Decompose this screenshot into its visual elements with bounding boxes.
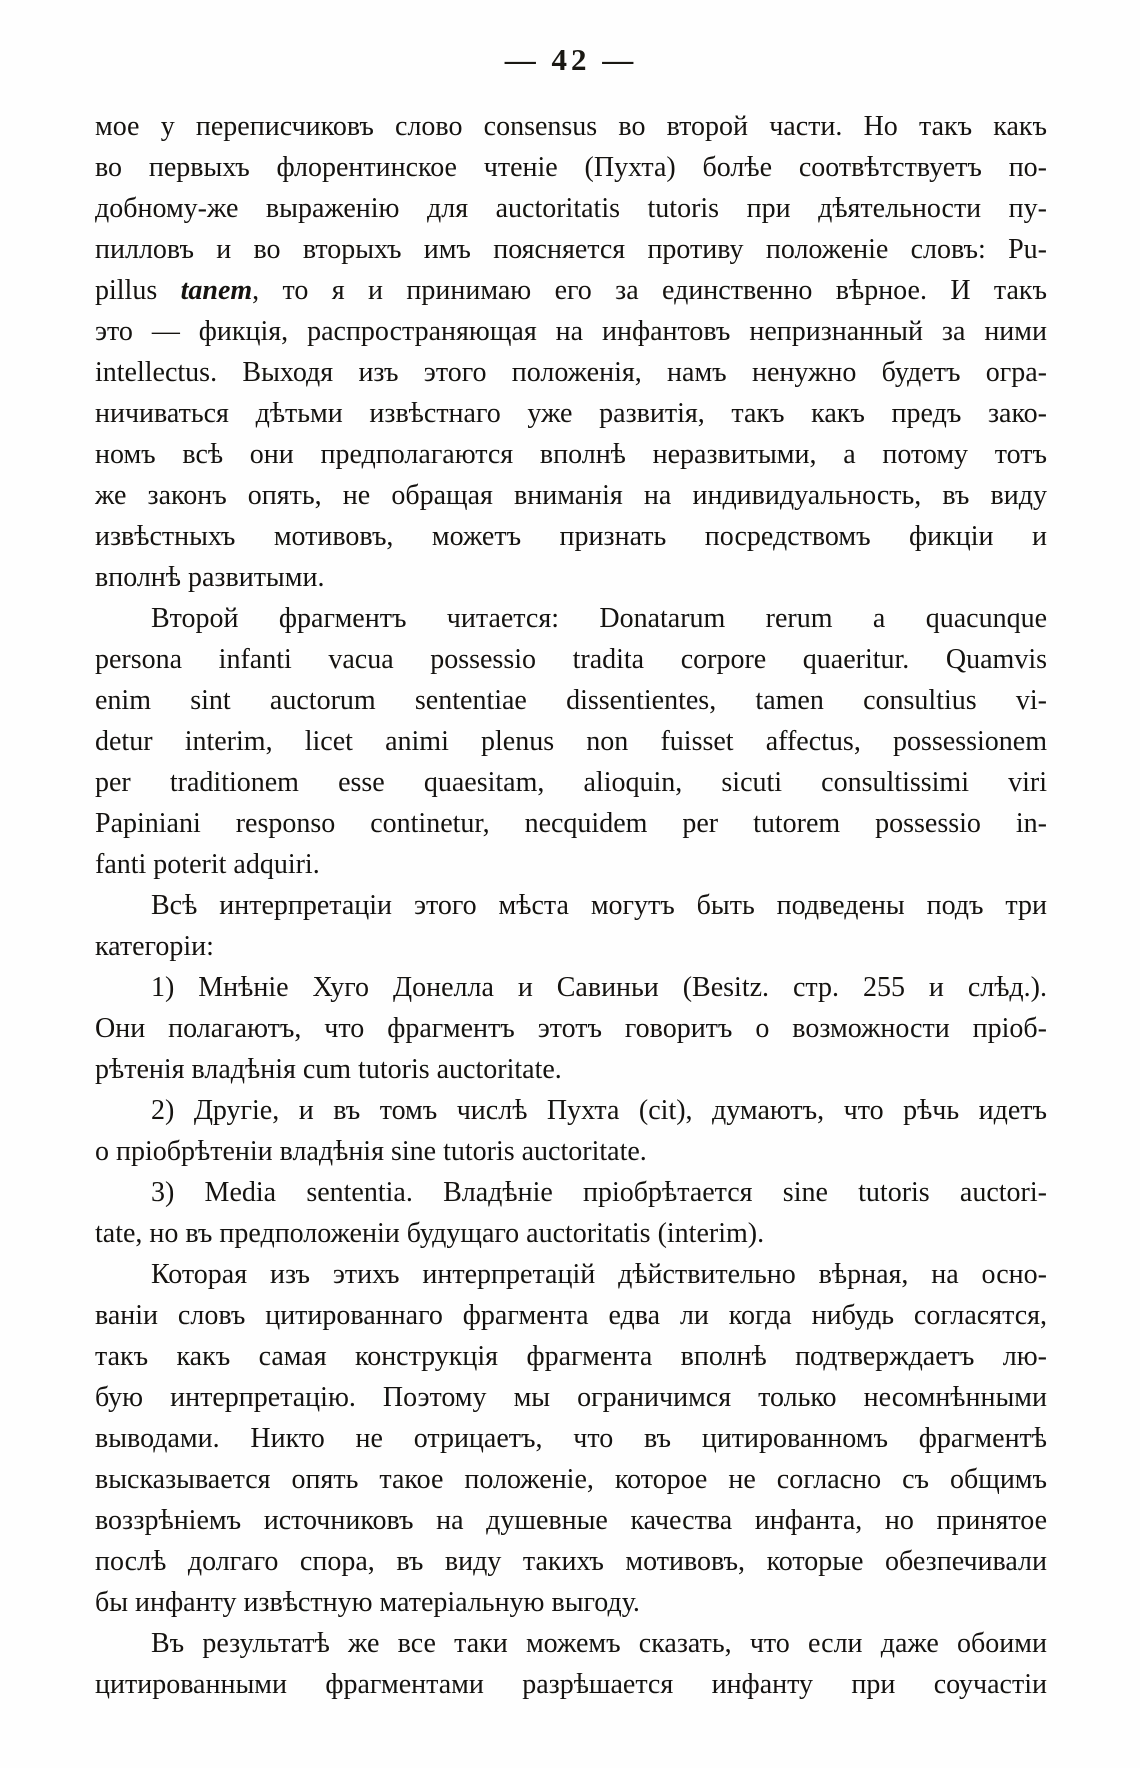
text-line: такъ какъ самая конструкція фрагмента вполнѣ подтверждаетъ лю- <box>95 1341 1047 1372</box>
text-line: мое у переписчиковъ слово consensus во второй части. Но такъ какъ <box>95 111 1047 142</box>
text-segment: pillus <box>95 275 181 306</box>
text-line: tate, но въ предположеніи будущаго auctoritatis (interim). <box>95 1218 765 1249</box>
text-line: per traditionem esse quaesitam, alioquin, sicuti consultissimi viri <box>95 767 1047 798</box>
text-line: воззрѣніемъ источниковъ на душевные качества инфанта, но принятое <box>95 1505 1047 1536</box>
text-line: fanti poterit adquiri. <box>95 849 320 880</box>
text-line: enim sint auctorum sententiae dissentientes, tamen consultius vi- <box>95 685 1047 716</box>
text-line: detur interim, licet animi plenus non fuisset affectus, possessionem <box>95 726 1047 757</box>
text-line: же законъ опять, не обращая вниманія на индивидуальность, въ виду <box>95 480 1047 511</box>
text-line: извѣстныхъ мотивовъ, можетъ признать посредствомъ фикціи и <box>95 521 1047 552</box>
text-line: 3) Media sententia. Владѣніе пріобрѣтается sine tutoris auctori- <box>151 1177 1047 1208</box>
text-line <box>95 270 1047 311</box>
text-line: номъ всѣ они предполагаются вполнѣ неразвитыми, а потому тотъ <box>95 439 1047 470</box>
text-line: persona infanti vacua possessio tradita corpore quaeritur. Quamvis <box>95 644 1047 675</box>
text-line: Въ результатѣ же все таки можемъ сказать, что если даже обоими <box>151 1628 1047 1659</box>
text-line: 2) Другіе, и въ томъ числѣ Пухта (cit), думаютъ, что рѣчь идетъ <box>151 1095 1047 1126</box>
text-line: бую интерпретацію. Поэтому мы ограничимся только несомнѣнными <box>95 1382 1047 1413</box>
text-line: высказывается опять такое положеніе, которое не согласно съ общимъ <box>95 1464 1047 1495</box>
text-line: ничиваться дѣтьми извѣстнаго уже развитія, такъ какъ предъ зако- <box>95 398 1047 429</box>
text-line: выводами. Никто не отрицаетъ, что въ цитированномъ фрагментѣ <box>95 1423 1047 1454</box>
text-line: бы инфанту извѣстную матеріальную выгоду. <box>95 1587 640 1618</box>
text-line: Они полагаютъ, что фрагментъ этотъ говоритъ о возможности пріоб- <box>95 1013 1047 1044</box>
text-line: 1) Мнѣніе Хуго Донелла и Савиньи (Besitz. стр. 255 и слѣд.). <box>151 972 1047 1003</box>
text-line: Всѣ интерпретаціи этого мѣста могутъ быть подведены подъ три <box>151 890 1047 921</box>
text-line: Которая изъ этихъ интерпретацій дѣйствительно вѣрная, на осно- <box>151 1259 1047 1290</box>
text-line: цитированными фрагментами разрѣшается инфанту при соучастіи <box>95 1669 1047 1700</box>
text-line: это — фикція, распространяющая на инфантовъ непризнанный за ними <box>95 316 1047 347</box>
text-line: intellectus. Выходя изъ этого положенія, намъ ненужно будетъ огра- <box>95 357 1047 388</box>
text-line: послѣ долгаго спора, въ виду такихъ мотивовъ, которые обезпечивали <box>95 1546 1047 1577</box>
page-number: — 42 — <box>504 42 638 77</box>
text-line: рѣтенія владѣнія cum tutoris auctoritate. <box>95 1054 562 1085</box>
text-line: ваніи словъ цитированнаго фрагмента едва ли когда нибудь согласятся, <box>95 1300 1047 1331</box>
text-line: добному-же выраженію для auctoritatis tutoris при дѣятельности пу- <box>95 193 1047 224</box>
text-segment: , то я и принимаю его за единственно вѣрное. И такъ <box>252 275 1048 306</box>
text-line: во первыхъ флорентинское чтеніе (Пухта) болѣе соотвѣтствуетъ по- <box>95 152 1047 183</box>
text-line: Второй фрагментъ читается: Donatarum rerum a quacunque <box>151 603 1047 634</box>
text-column <box>95 106 1047 1705</box>
text-line: пилловъ и во вторыхъ имъ поясняется противу положеніе словъ: Pu- <box>95 234 1047 265</box>
text-line: о пріобрѣтеніи владѣнія sine tutoris auctoritate. <box>95 1136 647 1167</box>
text-segment-emphasis: tanem <box>180 275 253 306</box>
text-line: Papiniani responso continetur, necquidem per tutorem possessio in- <box>95 808 1047 839</box>
text-line: вполнѣ развитыми. <box>95 562 325 593</box>
text-line: категоріи: <box>95 931 214 962</box>
